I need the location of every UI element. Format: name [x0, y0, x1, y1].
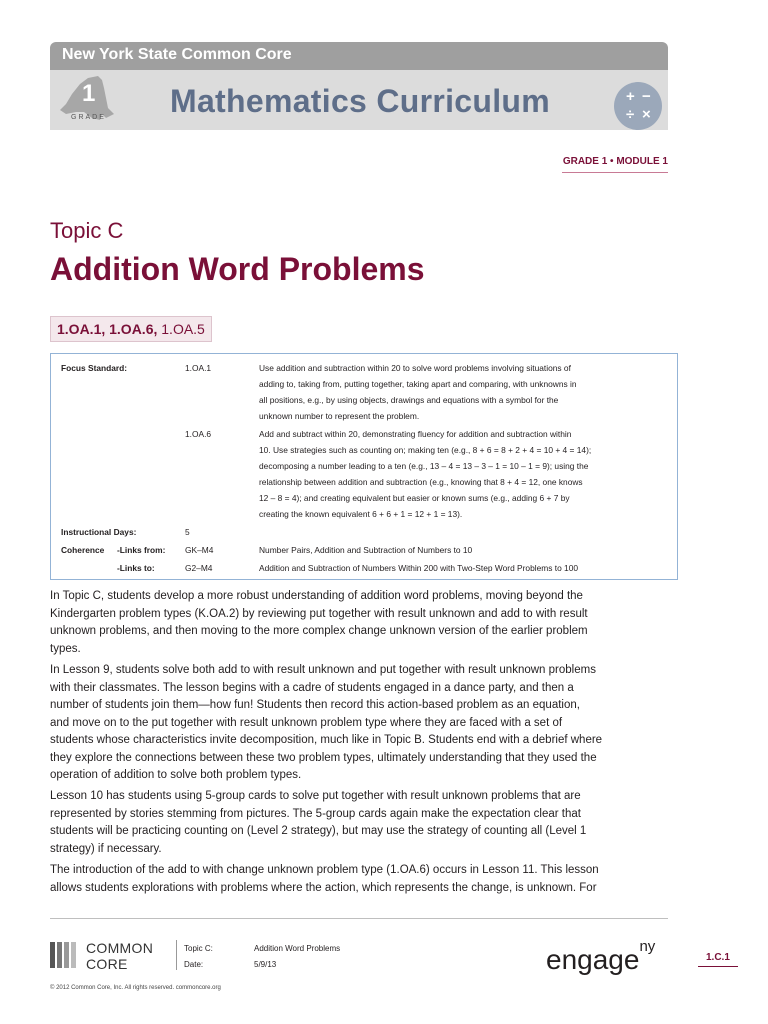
focus-standard-2-code: 1.OA.6 [185, 429, 212, 439]
grade-number: 1 [82, 80, 96, 107]
multiply-icon: × [642, 106, 651, 123]
links-to-code: G2–M4 [185, 563, 213, 573]
page-number-underline [698, 966, 738, 967]
paragraph-lesson-9: In Lesson 9, students solve both add to with result unknown and put together with result unknown problems with their classmates. The lesson begins with a cadre of students engaged in a dance party, and then a number of students join them—how fun! Students then record this action-based problem as an equation, and move on to the put together with result unknown problem type where they are faced with a set of students whose characteristics invite decomposition, much like in Topic B. Students end with a debrief where they explore the connections between these two problem types, ultimately understanding that they used the operation of addition to solve both problem types. [50, 664, 603, 781]
engageny-logo: engage$^{ny}$ [546, 937, 656, 975]
page-number: 1.C.1 [706, 952, 730, 963]
paragraph-lesson-10: Lesson 10 has students using 5-group cards to solve put together with result unknown problems that are represented by stories stemming from pictures. The 5-group cards again make the expectation clear that students will be practicing counting on (Level 2 strategy), but may use the strategy of counting all (Level 1 strategy) if necessary. [50, 790, 587, 855]
coherence-label: Coherence [61, 545, 105, 555]
links-to-label: -Links to: [117, 563, 155, 573]
focus-standard-1-code: 1.OA.1 [185, 363, 212, 373]
grade-module-label: GRADE 1 • MODULE 1 [562, 156, 668, 167]
footer-topic-value: Addition Word Problems [254, 944, 341, 953]
paragraph-lesson-11: The introduction of the add to with change unknown problem type (1.OA.6) occurs in Lesson 11. This lesson allows students explorations with problems where the action, which represents the change, is unknown. For [50, 864, 599, 894]
footer-date-label: Date: [184, 960, 204, 969]
footer-separator [176, 940, 177, 970]
links-from-label: -Links from: [117, 545, 166, 555]
standards-primary: 1.OA.1, 1.OA.6, [57, 321, 158, 337]
copyright-notice: © 2012 Common Core, Inc. All rights reserved. commoncore.org [50, 985, 221, 991]
links-from-text: Number Pairs, Addition and Subtraction of Numbers to 10 [259, 545, 473, 555]
brand-title: New York State Common Core [62, 46, 292, 63]
math-operations-icon [614, 82, 662, 130]
footer-divider [50, 918, 668, 919]
common-core-logo-icon [50, 942, 80, 968]
header-brand-bar [50, 42, 668, 70]
standards-secondary: 1.OA.5 [161, 321, 205, 337]
curriculum-title: Mathematics Curriculum [170, 83, 551, 119]
links-to-text: Addition and Subtraction of Numbers Within 200 with Two-Step Word Problems to 100 [259, 563, 579, 573]
footer-date-value: 5/9/13 [254, 960, 277, 969]
instructional-days-value: 5 [185, 527, 190, 537]
common-core-wordmark: COMMON CORE [86, 940, 154, 972]
topic-label: Topic C [50, 218, 124, 243]
focus-standard-label: Focus Standard: [61, 363, 128, 373]
standards-badge [50, 316, 212, 342]
grade-label: GRADE [71, 114, 106, 121]
footer-topic-label: Topic C: [184, 944, 213, 953]
focus-standard-2-text: Add and subtract within 20, demonstrating fluency for addition and subtraction within 10. Use strategies such as counting on; making ten (e.g., 8 + 6 = 8 + 2 + 4 = 10 + 4 = 14); decomposing a number leading to a ten (e.g., 13 – 4 = 13 – 3 – 1 = 10 – 1 = 9); using the relationship between addition and subtraction (e.g., knowing that 8 + 4 = 12, one knows 12 – 8 = 4); and creating equivalent but easier or known sums (e.g., adding 6 + 7 by creating the known equivalent 6 + 6 + 1 = 12 + 1 = 13). [259, 429, 592, 519]
instructional-days-label: Instructional Days: [61, 527, 137, 537]
grade-module-underline [562, 172, 668, 173]
paragraph-intro: In Topic C, students develop a more robust understanding of addition word problems, moving beyond the Kindergarten problem types (K.OA.2) by reviewing put together with result unknown and add to with result unknown problems, and then moving to the more complex change unknown version of the earlier problem types. [50, 590, 588, 655]
topic-title: Addition Word Problems [50, 251, 425, 287]
focus-standard-1-text: Use addition and subtraction within 20 to solve word problems involving situations of adding to, taking from, putting together, taking apart and comparing, with unknowns in all positions, e.g., by using objects, drawings and equations with a symbol for the unknown number to represent the problem. [259, 363, 577, 421]
links-from-code: GK–M4 [185, 545, 214, 555]
divide-icon: ÷ [626, 106, 635, 123]
minus-icon: − [642, 88, 651, 105]
standards-info-table [50, 353, 678, 580]
plus-icon: + [626, 88, 635, 105]
